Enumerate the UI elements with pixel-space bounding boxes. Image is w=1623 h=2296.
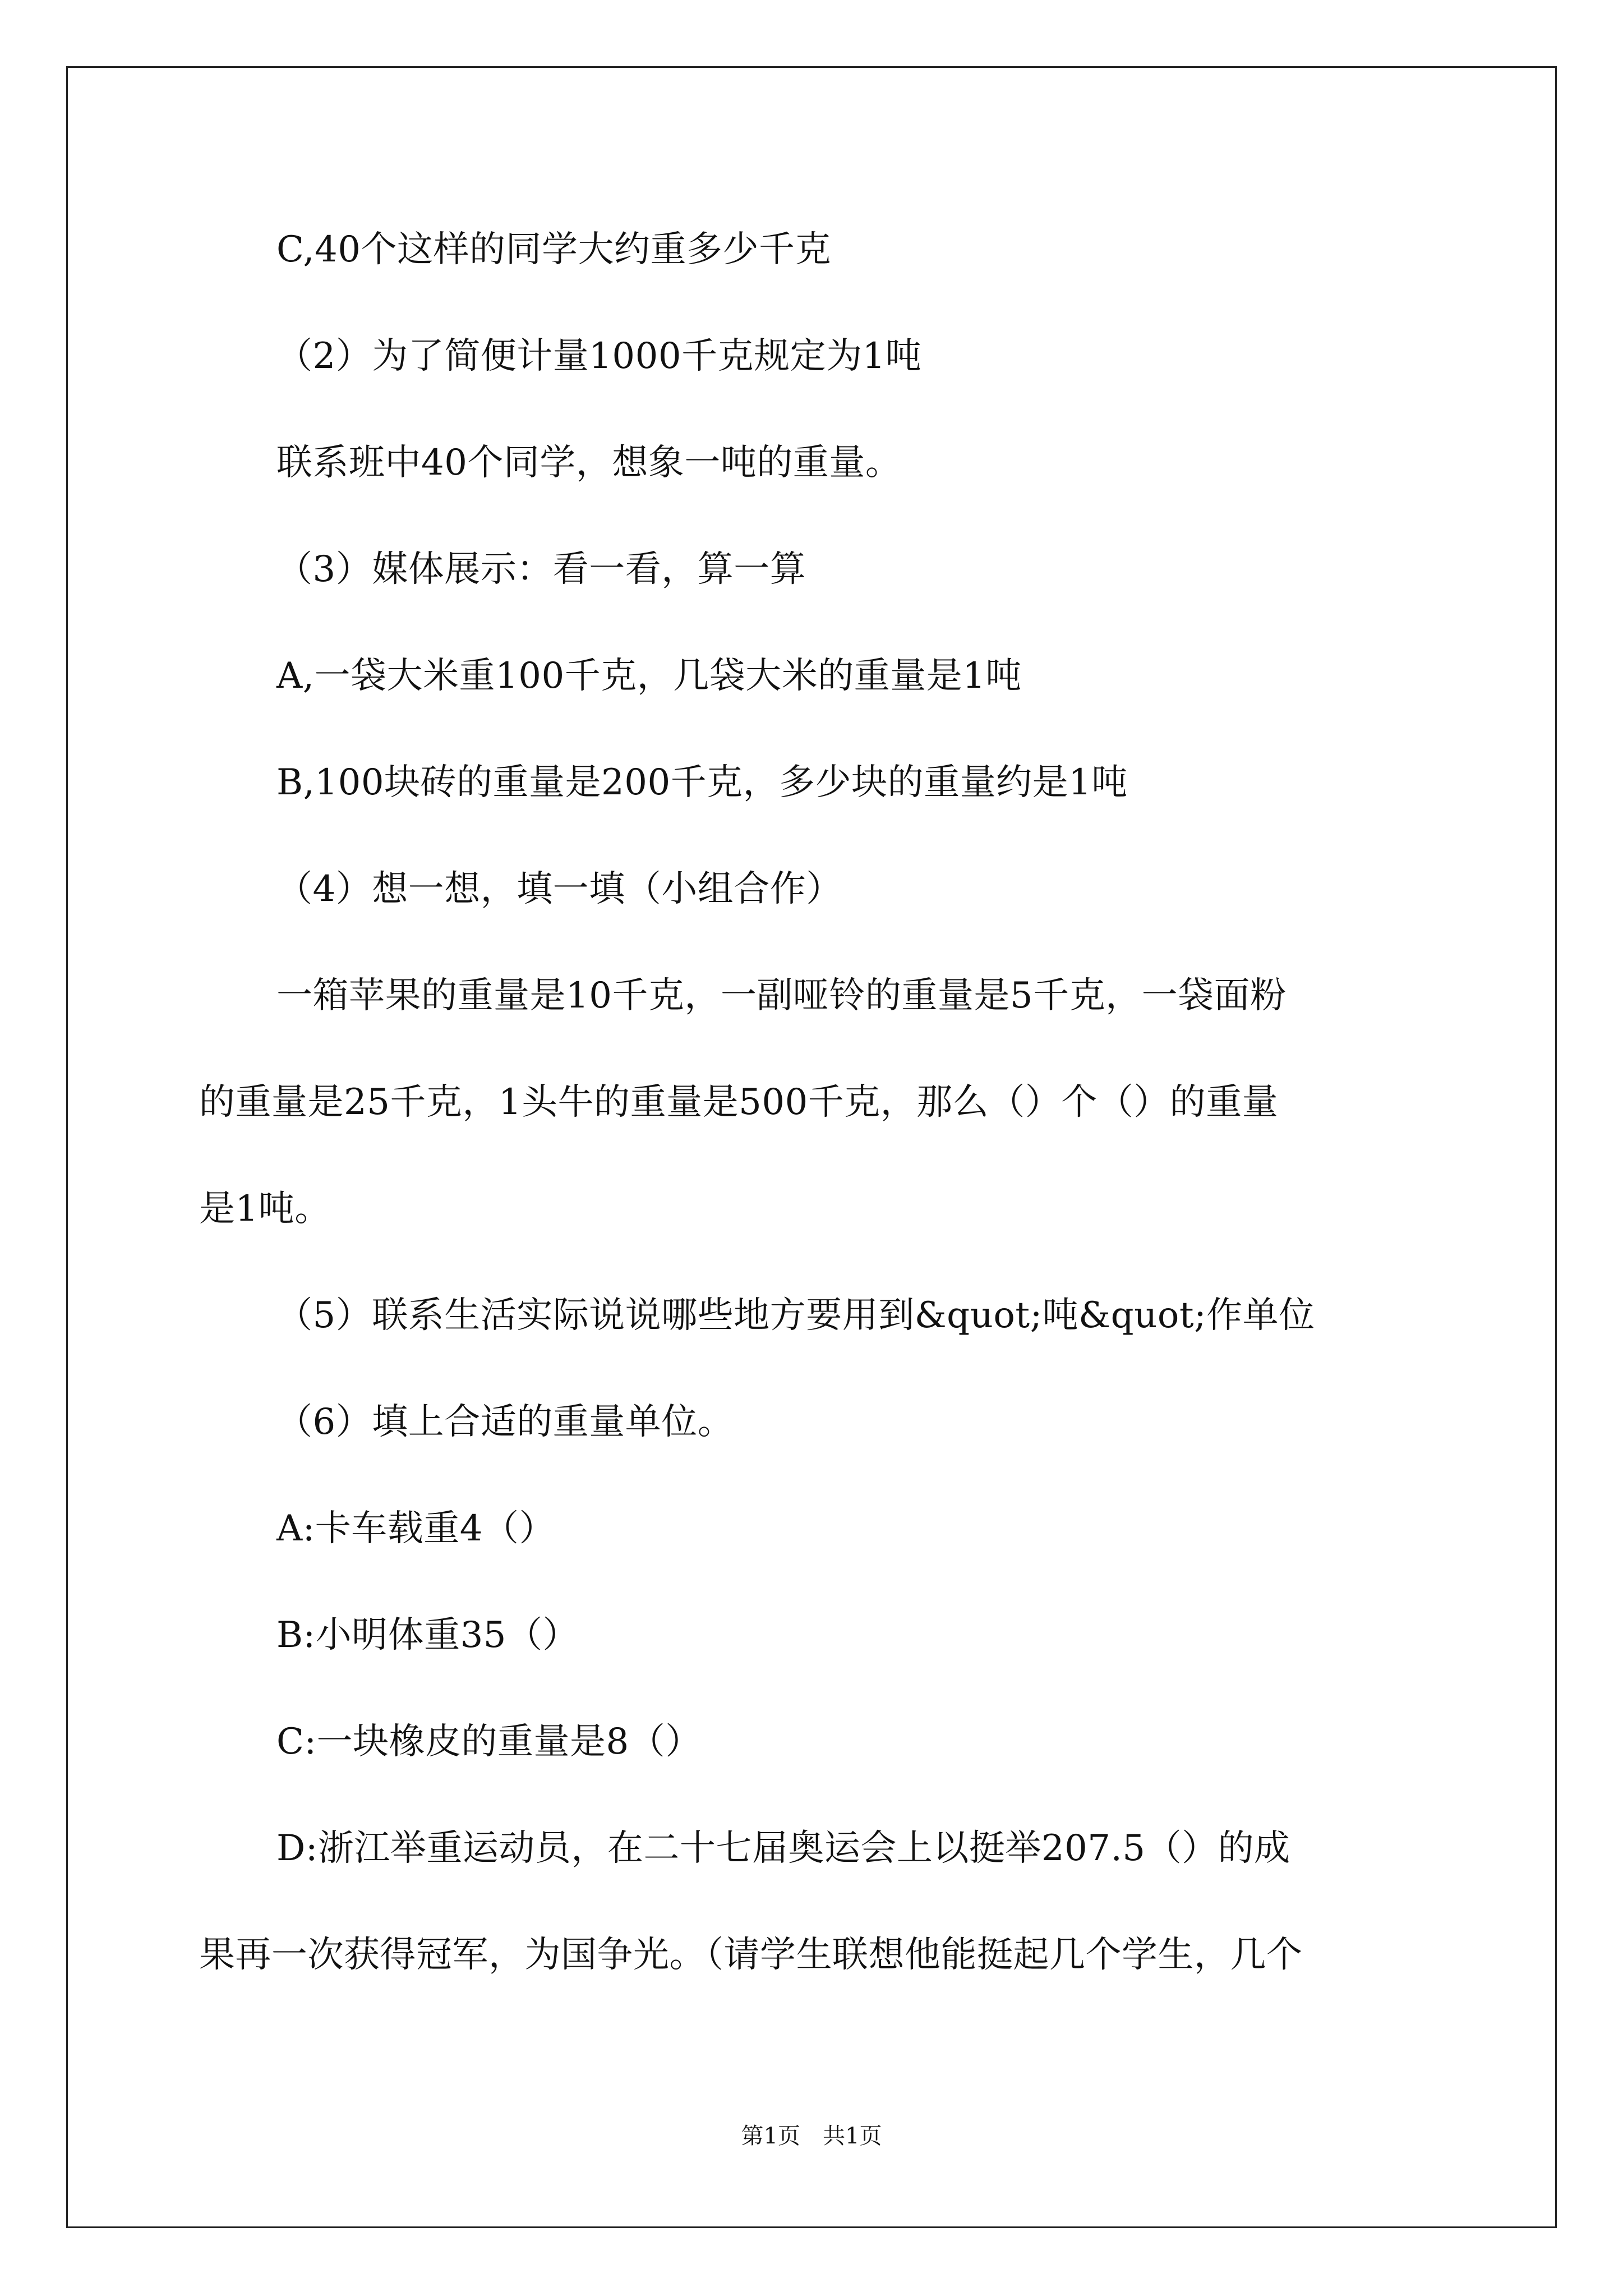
text-line: 的重量是25千克，1头牛的重量是500千克，那么（）个（）的重量	[199, 1082, 1279, 1123]
text-line: （5）联系生活实际说说哪些地方要用到&quot;吨&quot;作单位	[276, 1295, 1315, 1336]
text-line: （2）为了简便计量1000千克规定为1吨	[276, 335, 922, 377]
text-line: C,40个这样的同学大约重多少千克	[276, 229, 831, 270]
text-line: 一箱苹果的重量是10千克，一副哑铃的重量是5千克，一袋面粉	[276, 975, 1287, 1016]
page-border	[66, 66, 1557, 2228]
text-line: D:浙江举重运动员，在二十七届奥运会上以挺举207.5（）的成	[276, 1828, 1290, 1869]
text-line: C:一块橡皮的重量是8（）	[276, 1721, 702, 1763]
text-line: B,100块砖的重量是200千克，多少块的重量约是1吨	[276, 762, 1128, 803]
page-footer: 第1页 共1页	[741, 2123, 882, 2149]
text-line: （4）想一想，填一填（小组合作）	[276, 868, 842, 910]
text-line: 联系班中40个同学，想象一吨的重量。	[276, 442, 902, 484]
text-line: A:卡车载重4（）	[276, 1508, 555, 1549]
text-line: A,一袋大米重100千克，几袋大米的重量是1吨	[276, 655, 1022, 697]
text-line: B:小明体重35（）	[276, 1614, 579, 1656]
text-line: 果再一次获得冠军，为国争光。（请学生联想他能挺起几个学生，几个	[199, 1934, 1303, 1976]
text-line: （3）媒体展示：看一看，算一算	[276, 549, 806, 590]
text-line: 是1吨。	[199, 1188, 331, 1230]
text-line: （6）填上合适的重量单位。	[276, 1401, 734, 1443]
